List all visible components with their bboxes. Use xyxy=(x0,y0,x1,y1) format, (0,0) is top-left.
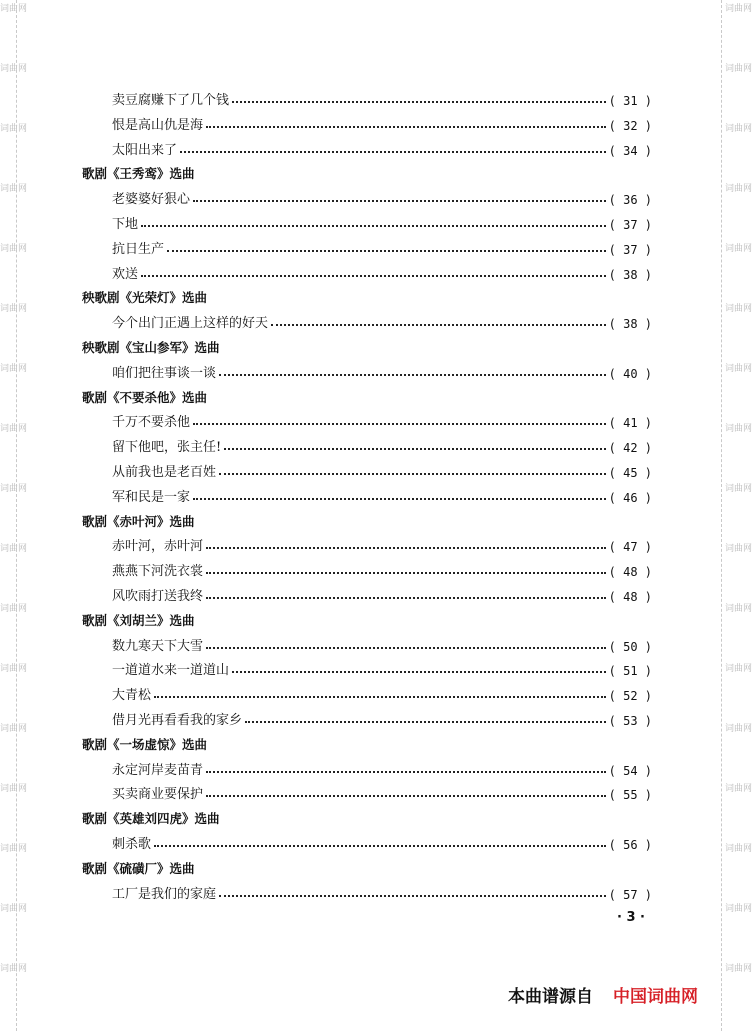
dot-leader xyxy=(193,200,606,202)
entry-title: 数九寒天下大雪 xyxy=(112,638,204,654)
dot-leader xyxy=(219,473,606,475)
toc-entry[interactable] xyxy=(112,212,652,232)
entry-title: 从前我也是老百姓 xyxy=(112,465,217,480)
toc-entry[interactable] xyxy=(112,361,652,381)
watermark-text: 词曲网 xyxy=(725,724,752,734)
watermark-text: 词曲网 xyxy=(0,724,28,734)
toc-section-heading xyxy=(82,510,642,530)
entry-title: 抗日生产 xyxy=(112,241,165,257)
toc-entry[interactable] xyxy=(112,435,652,455)
entry-page-number: ( 50 ) xyxy=(608,639,652,654)
dot-leader xyxy=(219,895,606,897)
watermark-text: 词曲网 xyxy=(725,964,752,974)
entry-page-number: ( 31 ) xyxy=(608,94,652,108)
dot-leader xyxy=(206,795,606,797)
entry-page-number: ( 34 ) xyxy=(608,143,652,158)
entry-title: 永定河岸麦苗青 xyxy=(112,762,204,778)
entry-page-number: ( 42 ) xyxy=(608,441,652,456)
dot-leader xyxy=(167,250,606,252)
entry-title: 欢送 xyxy=(112,266,139,282)
dot-leader xyxy=(232,101,606,103)
watermark-text: 词曲网 xyxy=(725,844,752,854)
entry-page-number: ( 41 ) xyxy=(608,416,652,431)
dot-leader xyxy=(193,498,606,500)
dot-leader xyxy=(180,151,606,153)
section-title: 秧歌剧《宝山参军》选曲 xyxy=(82,340,220,355)
dot-leader xyxy=(206,572,606,574)
toc-section-heading xyxy=(82,162,642,182)
toc-entry[interactable] xyxy=(112,311,652,331)
toc-entry[interactable] xyxy=(112,758,652,778)
toc-entry[interactable] xyxy=(112,683,652,703)
watermark-text: 词曲网 xyxy=(0,484,28,494)
toc-section-heading xyxy=(82,609,642,629)
entry-page-number: ( 38 ) xyxy=(608,317,652,332)
toc-entry[interactable] xyxy=(112,559,652,579)
entry-page-number: ( 52 ) xyxy=(608,689,652,704)
entry-title: 今个出门正遇上这样的好天 xyxy=(112,316,269,332)
dot-leader xyxy=(154,845,606,847)
toc-entry[interactable] xyxy=(112,262,652,282)
watermark-text: 词曲网 xyxy=(725,664,752,674)
watermark-text: 词曲网 xyxy=(725,64,752,74)
section-title: 歌剧《英雄刘四虎》选曲 xyxy=(82,811,220,827)
dot-leader xyxy=(245,721,606,723)
entry-title: 大青松 xyxy=(112,688,152,704)
watermark-text: 词曲网 xyxy=(0,244,28,254)
entry-page-number: ( 47 ) xyxy=(608,540,652,555)
entry-page-number: ( 55 ) xyxy=(608,788,652,803)
entry-title: 恨是高山仇是海 xyxy=(112,117,204,133)
section-title: 歌剧《赤叶河》选曲 xyxy=(82,513,195,529)
entry-page-number: ( 37 ) xyxy=(608,242,652,257)
entry-title: 留下他吧，张主任! xyxy=(112,440,222,456)
watermark-text: 词曲网 xyxy=(0,424,28,434)
watermark-text: 词曲网 xyxy=(725,124,752,134)
watermark-text: 词曲网 xyxy=(725,484,752,494)
watermark-text: 词曲网 xyxy=(725,784,752,794)
entry-title: 太阳出来了 xyxy=(112,142,178,158)
dot-leader xyxy=(141,275,606,277)
watermark-text: 词曲网 xyxy=(0,184,28,194)
watermark-text: 词曲网 xyxy=(0,304,28,314)
source-label: 本曲谱源自 xyxy=(508,987,593,1007)
section-title: 歌剧《一场虚惊》选曲 xyxy=(82,736,208,752)
toc-section-heading xyxy=(82,336,642,356)
watermark-text: 词曲网 xyxy=(725,304,752,314)
section-title: 歌剧《硫磺厂》选曲 xyxy=(82,860,195,876)
watermark-text: 词曲网 xyxy=(725,424,752,434)
entry-title: 借月光再看看我的家乡 xyxy=(112,713,243,728)
watermark-text: 词曲网 xyxy=(0,904,28,914)
dot-leader xyxy=(206,547,606,549)
entry-page-number: ( 32 ) xyxy=(608,118,652,133)
dot-leader xyxy=(206,126,606,128)
watermark-text: 词曲网 xyxy=(0,844,28,854)
watermark-text: 词曲网 xyxy=(0,364,28,374)
toc-entry[interactable] xyxy=(112,410,652,430)
page-number: · 3 · xyxy=(617,910,645,925)
entry-title: 工厂是我们的家庭 xyxy=(112,886,217,902)
entry-page-number: ( 46 ) xyxy=(608,490,652,505)
entry-page-number: ( 45 ) xyxy=(608,466,652,480)
watermark-text: 词曲网 xyxy=(725,604,752,614)
entry-page-number: ( 54 ) xyxy=(608,763,652,778)
toc-section-heading xyxy=(82,857,642,877)
watermark-text: 词曲网 xyxy=(0,784,28,794)
entry-title: 刺杀歌 xyxy=(112,837,152,852)
toc-entry[interactable] xyxy=(112,113,652,133)
toc-section-heading xyxy=(82,386,642,406)
section-title: 歌剧《不要杀他》选曲 xyxy=(82,389,208,405)
watermark-text: 词曲网 xyxy=(725,544,752,554)
toc-section-heading xyxy=(82,286,642,306)
watermark-text: 词曲网 xyxy=(0,124,28,134)
dot-leader xyxy=(154,696,606,698)
toc-section-heading xyxy=(82,807,642,827)
toc-entry[interactable] xyxy=(112,237,652,257)
dot-leader xyxy=(193,423,606,425)
watermark-text: 词曲网 xyxy=(725,244,752,254)
toc-entry[interactable] xyxy=(112,882,652,902)
toc-entry[interactable] xyxy=(112,460,652,480)
toc-entry[interactable] xyxy=(112,708,652,728)
dot-leader xyxy=(206,771,606,773)
dot-leader xyxy=(224,448,605,450)
toc-entry[interactable] xyxy=(112,782,652,802)
dot-leader xyxy=(206,647,606,649)
toc-entry[interactable] xyxy=(112,634,652,654)
watermark-text: 词曲网 xyxy=(725,184,752,194)
entry-title: 咱们把往事谈一谈 xyxy=(112,365,217,381)
entry-title: 风吹雨打送我终 xyxy=(112,589,204,604)
watermark-text: 词曲网 xyxy=(0,544,28,554)
entry-title: 赤叶河，赤叶河 xyxy=(112,539,204,555)
toc-entry[interactable] xyxy=(112,534,652,554)
section-title: 秧歌剧《光荣灯》选曲 xyxy=(82,290,208,306)
entry-title: 老婆婆好狠心 xyxy=(112,192,191,208)
watermark-text: 词曲网 xyxy=(0,4,28,14)
source-credit xyxy=(508,982,698,1007)
section-title: 歌剧《刘胡兰》选曲 xyxy=(82,612,195,628)
toc-entry[interactable] xyxy=(112,832,652,852)
entry-page-number: ( 38 ) xyxy=(608,267,652,282)
toc-entry[interactable] xyxy=(112,584,652,604)
toc-entry[interactable] xyxy=(112,138,652,158)
toc-entry[interactable] xyxy=(112,658,652,678)
watermark-text: 词曲网 xyxy=(725,364,752,374)
watermark-text: 词曲网 xyxy=(0,964,28,974)
source-site-link[interactable]: 中国词曲网 xyxy=(613,987,698,1007)
dot-leader xyxy=(271,324,606,326)
dot-leader xyxy=(232,671,606,673)
dot-leader xyxy=(219,374,606,376)
entry-page-number: ( 48 ) xyxy=(608,565,652,580)
entry-page-number: ( 36 ) xyxy=(608,193,652,208)
entry-page-number: ( 40 ) xyxy=(608,366,652,381)
entry-page-number: ( 51 ) xyxy=(608,664,652,679)
watermark-text: 词曲网 xyxy=(725,4,752,14)
entry-page-number: ( 37 ) xyxy=(608,218,652,232)
entry-title: 一道道水来一道道山 xyxy=(112,663,230,679)
dot-leader xyxy=(206,597,606,599)
watermark-text: 词曲网 xyxy=(0,64,28,74)
toc-entry[interactable] xyxy=(112,485,652,505)
entry-title: 下地 xyxy=(112,217,139,232)
entry-page-number: ( 53 ) xyxy=(608,714,652,728)
entry-title: 千万不要杀他 xyxy=(112,415,191,431)
watermark-text: 词曲网 xyxy=(725,904,752,914)
toc-section-heading xyxy=(82,733,642,753)
entry-page-number: ( 48 ) xyxy=(608,590,652,604)
section-title: 歌剧《王秀鸾》选曲 xyxy=(82,166,195,182)
entry-page-number: ( 57 ) xyxy=(608,887,652,902)
entry-title: 买卖商业要保护 xyxy=(112,787,204,803)
toc-entry[interactable] xyxy=(112,88,652,108)
watermark-text: 词曲网 xyxy=(0,604,28,614)
entry-title: 军和民是一家 xyxy=(112,489,191,505)
dot-leader xyxy=(141,225,606,227)
watermark-text: 词曲网 xyxy=(0,664,28,674)
toc-entry[interactable] xyxy=(112,187,652,207)
entry-title: 燕燕下河洗衣裳 xyxy=(112,564,204,580)
entry-page-number: ( 56 ) xyxy=(608,838,652,852)
entry-title: 卖豆腐赚下了几个钱 xyxy=(112,93,230,108)
